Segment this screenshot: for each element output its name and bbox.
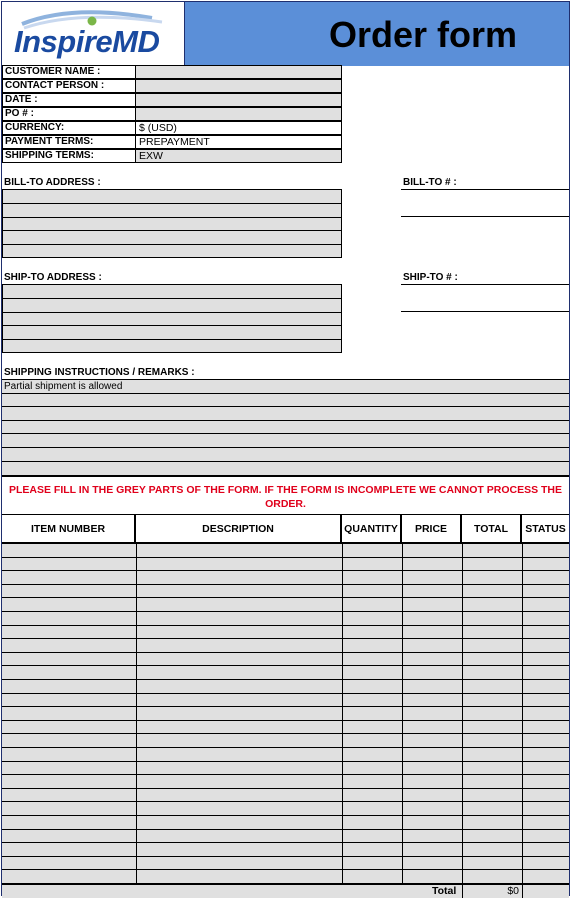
column-divider (136, 544, 137, 884)
column-total: TOTAL (462, 515, 522, 543)
column-divider (342, 544, 343, 884)
column-description: DESCRIPTION (136, 515, 342, 543)
ship-to-number-label: SHIP-TO # : (403, 272, 458, 283)
table-row[interactable] (2, 830, 569, 844)
info-row (2, 79, 342, 93)
info-label: SHIPPING TERMS: (2, 149, 135, 163)
column-item-number: ITEM NUMBER (2, 515, 136, 543)
title-banner (185, 2, 569, 66)
table-row[interactable] (2, 612, 569, 626)
table-row[interactable] (2, 694, 569, 708)
bill-to-number-field[interactable] (401, 189, 569, 190)
column-quantity: QUANTITY (342, 515, 402, 543)
table-row[interactable] (2, 571, 569, 585)
remarks-text: Partial shipment is allowed (4, 381, 123, 392)
total-row (2, 884, 569, 898)
ship-to-address-field[interactable] (2, 284, 342, 353)
form-header (2, 2, 569, 66)
order-form (1, 1, 570, 896)
column-divider (522, 544, 523, 884)
payment-terms-value: PREPAYMENT (135, 135, 342, 149)
po-number-field[interactable] (135, 107, 342, 121)
ship-to-number-field[interactable] (401, 284, 569, 285)
info-label: DATE : (2, 93, 135, 107)
currency-value: $ (USD) (135, 121, 342, 135)
info-row (2, 65, 342, 79)
info-row (2, 93, 342, 107)
table-row[interactable] (2, 802, 569, 816)
table-row[interactable] (2, 775, 569, 789)
table-row[interactable] (2, 707, 569, 721)
contact-person-field[interactable] (135, 79, 342, 93)
bill-to-number-label: BILL-TO # : (403, 177, 457, 188)
bill-to-address-label: BILL-TO ADDRESS : (4, 177, 101, 188)
info-row (2, 107, 342, 121)
incomplete-form-warning: PLEASE FILL IN THE GREY PARTS OF THE FORM. IF THE FORM IS INCOMPLETE WE CANNOT PROCESS THE ORDER. (2, 475, 569, 515)
table-row[interactable] (2, 558, 569, 572)
table-row[interactable] (2, 626, 569, 640)
column-divider (462, 544, 463, 884)
table-row[interactable] (2, 721, 569, 735)
ship-to-address-label: SHIP-TO ADDRESS : (4, 272, 102, 283)
shipping-terms-field[interactable]: EXW (135, 149, 342, 163)
info-row (2, 135, 342, 149)
table-row[interactable] (2, 544, 569, 558)
bill-to-address-field[interactable] (2, 189, 342, 258)
items-table-header (2, 515, 569, 544)
column-price: PRICE (402, 515, 462, 543)
info-label: PO # : (2, 107, 135, 121)
column-divider (402, 544, 403, 884)
date-field[interactable] (135, 93, 342, 107)
logo-text: InspireMD (14, 24, 160, 59)
table-row[interactable] (2, 585, 569, 599)
table-row[interactable] (2, 598, 569, 612)
table-row[interactable] (2, 653, 569, 667)
items-table-body[interactable] (2, 544, 569, 884)
table-row[interactable] (2, 639, 569, 653)
remarks-label: SHIPPING INSTRUCTIONS / REMARKS : (4, 367, 195, 378)
table-row[interactable] (2, 789, 569, 803)
total-label: Total (432, 885, 457, 897)
table-row[interactable] (2, 843, 569, 857)
table-row[interactable] (2, 762, 569, 776)
info-label: CUSTOMER NAME : (2, 65, 135, 79)
info-label: CONTACT PERSON : (2, 79, 135, 93)
table-row[interactable] (2, 870, 569, 884)
customer-name-field[interactable] (135, 65, 342, 79)
total-value: $0 (507, 885, 519, 897)
table-row[interactable] (2, 666, 569, 680)
company-logo (2, 2, 185, 66)
info-row (2, 149, 342, 163)
table-row[interactable] (2, 748, 569, 762)
info-row (2, 121, 342, 135)
divider (401, 311, 569, 312)
info-label: CURRENCY: (2, 121, 135, 135)
page-title: Order form (328, 14, 517, 55)
info-label: PAYMENT TERMS: (2, 135, 135, 149)
table-row[interactable] (2, 734, 569, 748)
table-row[interactable] (2, 816, 569, 830)
column-status: STATUS (525, 523, 566, 535)
table-row[interactable] (2, 680, 569, 694)
table-row[interactable] (2, 857, 569, 871)
divider (401, 216, 569, 217)
